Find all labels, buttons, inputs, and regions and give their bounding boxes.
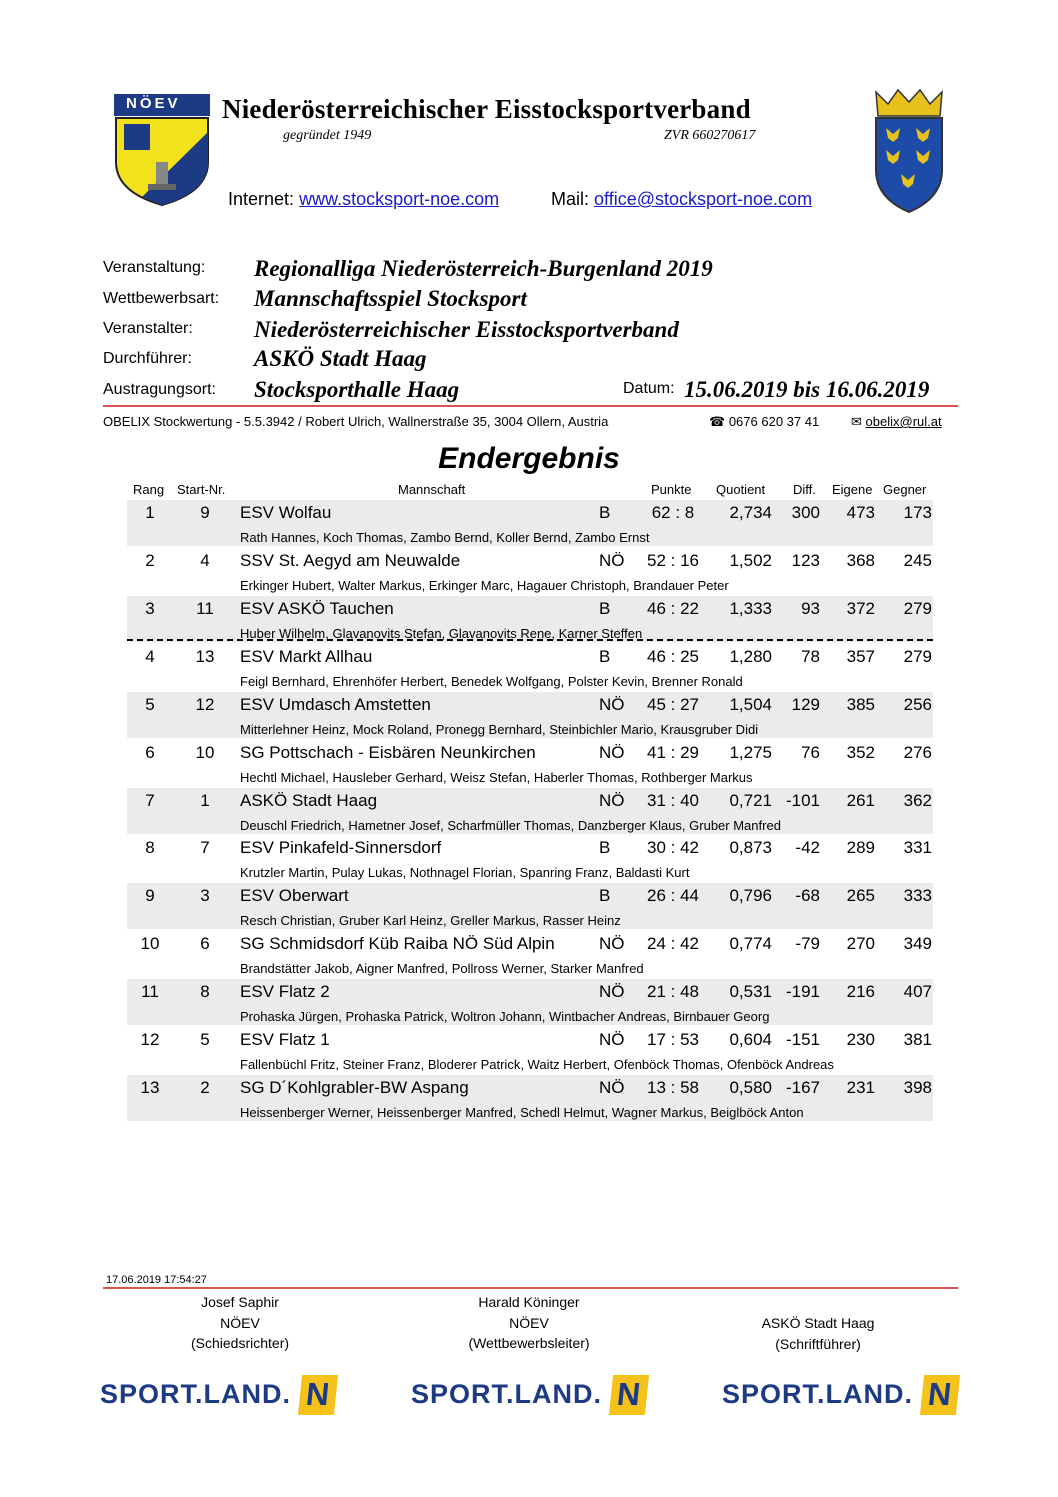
relegation-divider [127, 639, 933, 641]
region: NÖ [599, 791, 625, 810]
sig-org: ASKÖ Stadt Haag [761, 1315, 875, 1331]
players: Feigl Bernhard, Ehrenhöfer Herbert, Benedek Wolfgang, Polster Kevin, Brenner Ronald [240, 674, 743, 689]
difference: -167 [785, 1078, 820, 1097]
rank: 7 [145, 791, 155, 810]
opponent-score: 333 [903, 886, 932, 905]
difference: 76 [801, 743, 820, 762]
sportland-n-badge: N [609, 1375, 649, 1415]
players: Heissenberger Werner, Heissenberger Manfred, Schedl Helmut, Wagner Markus, Beiglböck Anton [240, 1105, 804, 1120]
veranstaltung-label: Veranstaltung: [103, 259, 206, 276]
difference: -151 [785, 1030, 820, 1049]
phone-number: 0676 620 37 41 [728, 414, 820, 429]
start-number: 12 [195, 695, 215, 714]
difference: 123 [791, 551, 820, 570]
sportland-text: SPORT.LAND. [100, 1379, 292, 1409]
internet-line [228, 189, 499, 210]
print-timestamp: 17.06.2019 17:54:27 [106, 1274, 207, 1286]
players: Brandstätter Jakob, Aigner Manfred, Pollross Werner, Starker Manfred [240, 961, 644, 976]
signature-wettbewerbsleiter [429, 1292, 629, 1354]
sig-name: Josef Saphir [201, 1294, 279, 1310]
start-number: 2 [200, 1078, 210, 1097]
rank: 11 [141, 982, 159, 1001]
quotient: 0,774 [729, 934, 772, 953]
phone-icon: ☎ [709, 414, 726, 429]
team-name: SG Schmidsdorf Küb Raiba NÖ Süd Alpin [240, 934, 555, 953]
signature-schiedsrichter [140, 1292, 340, 1354]
points: 24 : 42 [647, 934, 699, 953]
players: Erkinger Hubert, Walter Markus, Erkinger Marc, Hagauer Christoph, Brandauer Peter [240, 578, 729, 593]
quotient: 1,502 [729, 551, 772, 570]
quotient: 1,504 [729, 695, 772, 714]
opponent-score: 398 [903, 1078, 932, 1097]
software-email [851, 414, 942, 430]
start-number: 9 [200, 503, 210, 522]
own-score: 230 [846, 1030, 875, 1049]
difference: -68 [795, 886, 820, 905]
quotient: 0,721 [729, 791, 772, 810]
sportland-logo [100, 1375, 340, 1421]
difference: -79 [795, 934, 820, 953]
team-name: ESV Flatz 2 [240, 982, 330, 1001]
region: B [599, 503, 611, 522]
points: 41 : 29 [647, 743, 699, 762]
points: 13 : 58 [647, 1078, 699, 1097]
team-name: SG D´Kohlgrabler-BW Aspang [240, 1078, 469, 1097]
rank: 10 [140, 934, 160, 953]
datum-value: 15.06.2019 bis 16.06.2019 [684, 377, 930, 402]
austragungsort-value: Stocksporthalle Haag [254, 377, 460, 402]
team-name: ESV ASKÖ Tauchen [240, 599, 394, 618]
rank: 3 [145, 599, 155, 618]
quotient: 1,280 [729, 647, 772, 666]
team-name: SSV St. Aegyd am Neuwalde [240, 551, 461, 570]
points: 17 : 53 [647, 1030, 699, 1049]
table-row [127, 500, 933, 546]
start-number: 8 [200, 982, 210, 1001]
durchfuehrer-value: ASKÖ Stadt Haag [254, 346, 427, 371]
rank: 5 [145, 695, 155, 714]
envelope-icon: ✉ [851, 414, 862, 429]
zvr-number: ZVR 660270617 [664, 128, 756, 143]
quotient: 1,333 [729, 599, 772, 618]
region: NÖ [599, 982, 625, 1001]
difference: 78 [801, 647, 820, 666]
opponent-score: 362 [903, 791, 932, 810]
own-score: 368 [846, 551, 875, 570]
start-number: 3 [200, 886, 210, 905]
opponent-score: 381 [903, 1030, 932, 1049]
own-score: 265 [846, 886, 875, 905]
quotient: 0,873 [729, 838, 772, 857]
start-number: 5 [200, 1030, 210, 1049]
header-eigene: Eigene [832, 482, 873, 497]
players: Huber Wilhelm, Glavanovits Stefan, Glavanovits Rene, Karner Steffen [240, 626, 643, 641]
signature-schriftfuehrer [718, 1313, 918, 1354]
table-row [127, 788, 933, 834]
sportland-text: SPORT.LAND. [411, 1379, 603, 1409]
internet-label: Internet: [228, 189, 295, 209]
wettbewerbsart-label: Wettbewerbsart: [103, 290, 220, 307]
rank: 13 [140, 1078, 160, 1097]
points: 31 : 40 [647, 791, 699, 810]
rank: 9 [145, 886, 155, 905]
team-name: ESV Umdasch Amstetten [240, 695, 431, 714]
table-row [127, 548, 933, 594]
header-team: Mannschaft [398, 482, 466, 497]
start-number: 10 [195, 743, 215, 762]
org-name: Niederösterreichischer Eisstocksportverband [222, 94, 751, 124]
rank: 6 [145, 743, 155, 762]
opponent-score: 349 [903, 934, 932, 953]
own-score: 231 [846, 1078, 875, 1097]
rank: 1 [145, 503, 155, 522]
start-number: 7 [200, 838, 210, 857]
veranstaltung-value: Regionalliga Niederösterreich-Burgenland 2019 [254, 256, 713, 281]
noev-logo [112, 92, 212, 207]
own-score: 216 [846, 982, 875, 1001]
footer-rule [103, 1287, 958, 1289]
sportland-logo [411, 1375, 651, 1421]
table-row [127, 835, 933, 881]
points: 46 : 22 [647, 599, 699, 618]
start-number: 13 [195, 647, 215, 666]
veranstalter-label: Veranstalter: [103, 320, 193, 337]
table-row [127, 1075, 933, 1121]
header-rang: Rang [133, 482, 165, 497]
opponent-score: 407 [903, 982, 932, 1001]
points: 26 : 44 [647, 886, 699, 905]
sig-role: (Schriftführer) [775, 1335, 861, 1352]
rank: 2 [145, 551, 155, 570]
team-name: ESV Wolfau [240, 503, 332, 522]
austragungsort-label: Austragungsort: [103, 381, 216, 398]
players: Prohaska Jürgen, Prohaska Patrick, Woltron Johann, Wintbacher Andreas, Birnbauer Georg [240, 1009, 770, 1024]
table-row [127, 596, 933, 642]
region: B [599, 647, 611, 666]
table-row [127, 979, 933, 1025]
team-name: ESV Markt Allhau [240, 647, 373, 666]
points: 45 : 27 [647, 695, 699, 714]
difference: -101 [785, 791, 820, 810]
players: Hechtl Michael, Hausleber Gerhard, Weisz Stefan, Haberler Thomas, Rothberger Markus [240, 770, 753, 785]
table-row [127, 740, 933, 786]
region: NÖ [599, 743, 625, 762]
sportland-n-badge: N [298, 1375, 338, 1415]
quotient: 0,604 [729, 1030, 772, 1049]
table-row [127, 644, 933, 690]
players: Mitterlehner Heinz, Mock Roland, Pronegg Bernhard, Steinbichler Mario, Krausgruber Didi [240, 722, 759, 737]
sportland-logo [722, 1375, 962, 1421]
datum-label: Datum: [623, 380, 675, 397]
sig-name: Harald Köninger [478, 1294, 580, 1310]
difference: 93 [801, 599, 820, 618]
own-score: 473 [846, 503, 875, 522]
points: 52 : 16 [647, 551, 699, 570]
start-number: 1 [200, 791, 210, 810]
rank: 8 [145, 838, 155, 857]
software-phone [709, 414, 819, 430]
rank: 12 [140, 1030, 160, 1049]
website-link[interactable]: www.stocksport-noe.com [299, 189, 500, 209]
own-score: 289 [846, 838, 875, 857]
sig-org: NÖEV [509, 1314, 549, 1331]
own-score: 261 [846, 791, 875, 810]
players: Rath Hannes, Koch Thomas, Zambo Bernd, Koller Bernd, Zambo Ernst [240, 530, 650, 545]
table-row [127, 692, 933, 738]
quotient: 0,580 [729, 1078, 772, 1097]
team-name: ASKÖ Stadt Haag [240, 791, 378, 810]
table-row [127, 883, 933, 929]
software-email-link[interactable]: obelix@rul.at [865, 414, 942, 429]
points: 62 : 8 [651, 503, 695, 522]
noev-logo-text: NÖEV [126, 95, 181, 112]
start-number: 6 [200, 934, 210, 953]
team-name: SG Pottschach - Eisbären Neunkirchen [240, 743, 536, 762]
region: NÖ [599, 695, 625, 714]
sig-role: (Schiedsrichter) [190, 1335, 290, 1351]
header-start: Start-Nr. [177, 482, 226, 497]
difference: 129 [791, 695, 820, 714]
team-name: ESV Flatz 1 [240, 1030, 330, 1049]
region: NÖ [599, 1078, 625, 1097]
region: NÖ [599, 551, 625, 570]
sportland-text: SPORT.LAND. [722, 1379, 914, 1409]
opponent-score: 256 [903, 695, 932, 714]
difference: -42 [795, 838, 820, 857]
quotient: 0,796 [729, 886, 772, 905]
players: Deuschl Friedrich, Hametner Josef, Scharfmüller Thomas, Danzberger Klaus, Gruber Manfred [240, 818, 781, 833]
quotient: 0,531 [729, 982, 772, 1001]
table-row [127, 1027, 933, 1073]
region: B [599, 886, 611, 905]
header-diff: Diff. [793, 482, 816, 497]
opponent-score: 279 [903, 599, 932, 618]
difference: 300 [791, 503, 820, 522]
region: B [599, 599, 611, 618]
durchfuehrer-label: Durchführer: [103, 350, 192, 367]
quotient: 1,275 [729, 743, 772, 762]
difference: -191 [785, 982, 820, 1001]
own-score: 357 [846, 647, 875, 666]
team-name: ESV Pinkafeld-Sinnersdorf [240, 838, 442, 857]
start-number: 11 [196, 599, 214, 618]
coat-of-arms [870, 86, 948, 214]
players: Krutzler Martin, Pulay Lukas, Nothnagel Florian, Spanring Franz, Baldasti Kurt [240, 865, 690, 880]
region: B [599, 838, 611, 857]
header-quotient: Quotient [716, 482, 766, 497]
header-punkte: Punkte [651, 482, 692, 497]
own-score: 385 [846, 695, 875, 714]
header-rule [103, 405, 958, 407]
players: Fallenbüchl Fritz, Steiner Franz, Bloderer Patrick, Waitz Herbert, Ofenböck Thomas, Ofenböck Andreas [240, 1057, 834, 1072]
opponent-score: 245 [903, 551, 932, 570]
rank: 4 [145, 647, 155, 666]
opponent-score: 331 [903, 838, 932, 857]
own-score: 352 [846, 743, 875, 762]
table-row [127, 931, 933, 977]
mail-label: Mail: [551, 189, 590, 209]
email-link[interactable]: office@stocksport-noe.com [594, 189, 813, 209]
page-title: Endergebnis [438, 442, 620, 475]
opponent-score: 279 [903, 647, 932, 666]
points: 21 : 48 [647, 982, 699, 1001]
veranstalter-value: Niederösterreichischer Eisstocksportverband [254, 317, 679, 342]
header-gegner: Gegner [883, 482, 927, 497]
sportland-n-badge: N [920, 1375, 960, 1415]
region: NÖ [599, 934, 625, 953]
points: 30 : 42 [647, 838, 699, 857]
points: 46 : 25 [647, 647, 699, 666]
own-score: 372 [846, 599, 875, 618]
wettbewerbsart-value: Mannschaftsspiel Stocksport [254, 286, 527, 311]
own-score: 270 [846, 934, 875, 953]
start-number: 4 [200, 551, 210, 570]
mail-line [551, 189, 812, 210]
sig-org: NÖEV [220, 1314, 260, 1331]
founded: gegründet 1949 [283, 128, 372, 143]
team-name: ESV Oberwart [240, 886, 349, 905]
quotient: 2,734 [729, 503, 772, 522]
players: Resch Christian, Gruber Karl Heinz, Greller Markus, Rasser Heinz [240, 913, 621, 928]
software-info: OBELIX Stockwertung - 5.5.3942 / Robert Ulrich, Wallnerstraße 35, 3004 Ollern, Austria [103, 414, 609, 429]
opponent-score: 276 [903, 743, 932, 762]
region: NÖ [599, 1030, 625, 1049]
opponent-score: 173 [903, 503, 932, 522]
sig-role: (Wettbewerbsleiter) [468, 1335, 590, 1351]
